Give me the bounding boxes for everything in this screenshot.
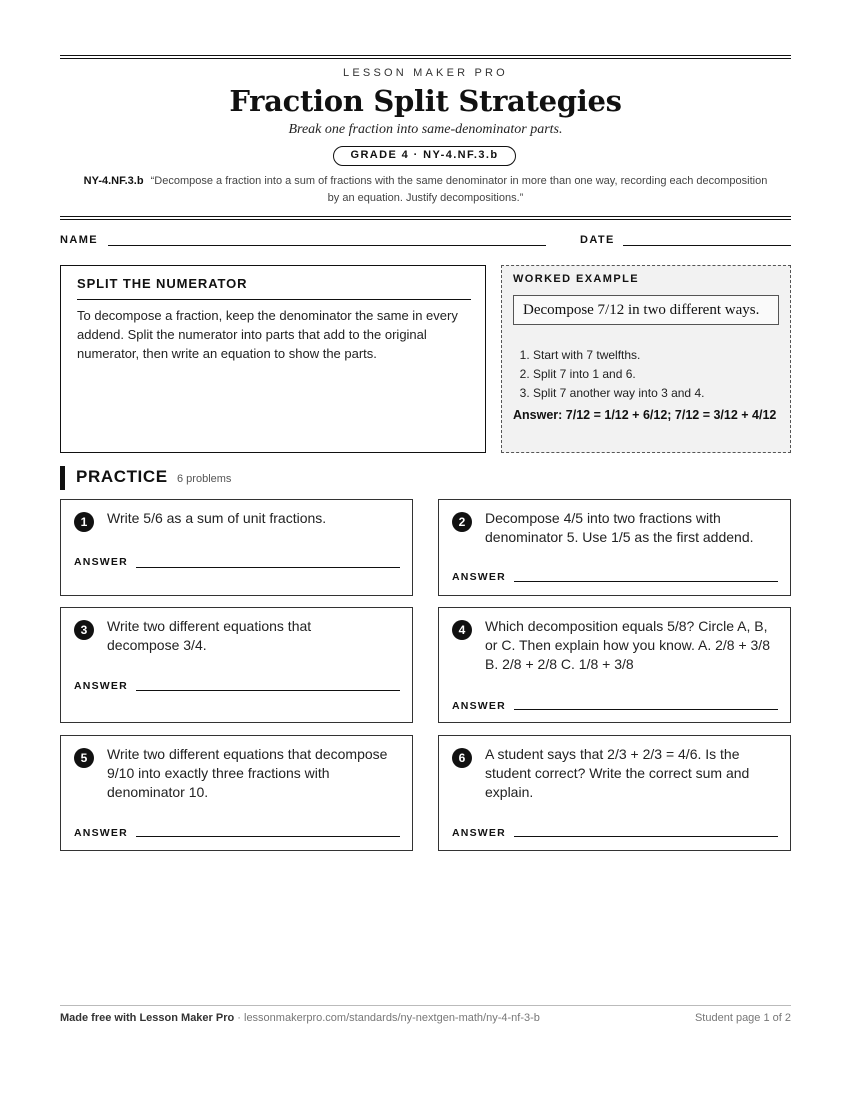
answer-label: ANSWER [452, 700, 506, 712]
worked-example-steps [513, 346, 788, 403]
top-double-rule [60, 55, 791, 56]
problem-number-badge: 2 [452, 512, 472, 532]
problem-number-badge: 6 [452, 748, 472, 768]
intro-divider [77, 299, 471, 300]
answer-line[interactable] [136, 567, 400, 568]
footer-page-number: Student page 1 of 2 [694, 1012, 791, 1024]
intro-body: To decompose a fraction, keep the denominator the same in every addend. Split the numerator into parts that add to the original numerator, then write an equation to show the parts. [77, 308, 458, 361]
answer-label: ANSWER [452, 571, 506, 583]
date-label: DATE [580, 234, 615, 246]
standard-text: “Decompose a fraction into a sum of fractions with the same denominator in more than one way, recording each decomposition by an equation. Justify decompositions.” [150, 175, 768, 204]
problem-text: Write 5/6 as a sum of unit fractions. [107, 510, 327, 526]
problem-card-6 [438, 735, 791, 851]
footer-divider [60, 1005, 791, 1006]
page-title: Fraction Split Strategies [229, 84, 622, 118]
problem-number-badge: 3 [74, 620, 94, 640]
worked-example-label: WORKED EXAMPLE [513, 273, 639, 285]
answer-label: ANSWER [74, 680, 128, 692]
standard-code: NY-4.NF.3.b [83, 175, 144, 187]
answer-label: ANSWER [74, 827, 128, 839]
intro-heading: SPLIT THE NUMERATOR [77, 276, 248, 291]
footer-url[interactable]: · lessonmakerpro.com/standards/ny-nextgen-math/ny-4-nf-3-b [234, 1012, 540, 1024]
answer-label: ANSWER [452, 827, 506, 839]
answer-label: ANSWER [74, 556, 128, 568]
problem-text: A student says that 2/3 + 2/3 = 4/6. Is the student correct? Write the correct sum and explain. [485, 746, 750, 800]
worksheet-page [60, 0, 791, 1100]
problem-card-5 [60, 735, 413, 851]
problem-number-badge: 5 [74, 748, 94, 768]
intro-box [60, 265, 486, 453]
brand-name: LESSON MAKER PRO [343, 67, 508, 79]
page-subtitle: Break one fraction into same-denominator parts. [288, 122, 563, 137]
header-double-rule [60, 216, 791, 217]
standard-description [80, 173, 771, 207]
name-field-line[interactable] [108, 245, 546, 246]
problem-text: Which decomposition equals 5/8? Circle A, B, or C. Then explain how you know. A. 2/8 + 3/8 B. 2/8 + 2/8 C. 1/8 + 3/8 [485, 618, 770, 672]
problem-card-3 [60, 607, 413, 723]
worked-example-box [501, 265, 791, 453]
problem-number-badge: 4 [452, 620, 472, 640]
problem-card-1 [60, 499, 413, 596]
problem-card-2 [438, 499, 791, 596]
problem-card-4 [438, 607, 791, 723]
answer-line[interactable] [136, 690, 400, 691]
date-field-line[interactable] [623, 245, 791, 246]
worked-example-answer: Answer: 7/12 = 1/12 + 6/12; 7/12 = 3/12 + 4/12 [513, 408, 777, 422]
practice-heading: PRACTICE [76, 467, 168, 486]
footer-made-with: Made free with Lesson Maker Pro [60, 1012, 235, 1024]
answer-line[interactable] [514, 581, 778, 582]
problem-text: Write two different equations that decompose 9/10 into exactly three fractions with denominator 10. [107, 746, 388, 800]
footer-credit [60, 1012, 540, 1024]
practice-accent-bar [60, 466, 65, 490]
worked-example-step: 3. Split 7 another way into 3 and 4. [533, 384, 788, 403]
answer-line[interactable] [136, 836, 400, 837]
practice-count: 6 problems [177, 473, 232, 485]
worked-example-step: 2. Split 7 into 1 and 6. [533, 365, 788, 384]
worked-example-prompt: Decompose 7/12 in two different ways. [513, 295, 779, 325]
answer-line[interactable] [514, 709, 778, 710]
name-label: NAME [60, 234, 98, 246]
problem-text: Decompose 4/5 into two fractions with denominator 5. Use 1/5 as the first addend. [485, 510, 754, 545]
problem-text: Write two different equations that decompose 3/4. [107, 618, 312, 653]
worked-example-step: 1. Start with 7 twelfths. [533, 346, 788, 365]
answer-line[interactable] [514, 836, 778, 837]
problem-number-badge: 1 [74, 512, 94, 532]
grade-badge: GRADE 4 · NY-4.NF.3.b [333, 146, 516, 166]
